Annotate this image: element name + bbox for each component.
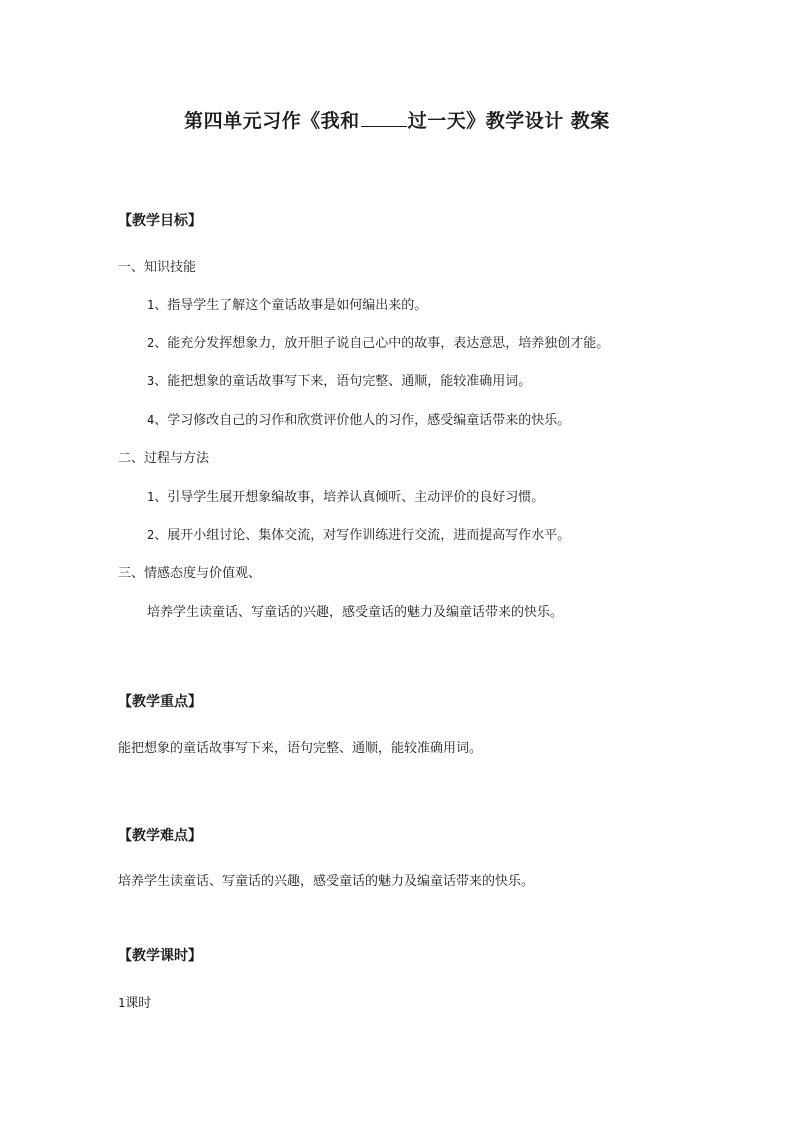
periods-text — [118, 995, 794, 1012]
key-points-heading: 【教学重点】 — [118, 694, 202, 710]
periods-unit: 课时 — [125, 996, 152, 1011]
item-text: 、学习修改自己的习作和欣赏评价他人的习作，感受编童话带来的快乐。 — [154, 413, 571, 428]
objective-item — [147, 412, 794, 429]
item-number: 1 — [147, 298, 155, 312]
emotion-values-text: 培养学生读童话、写童话的兴趣，感受童话的魅力及编童话带来的快乐。 — [147, 605, 564, 620]
difficulties-text: 培养学生读童话、写童话的兴趣，感受童话的魅力及编童话带来的快乐。 — [118, 874, 535, 889]
item-number: 2 — [147, 336, 155, 350]
periods-number: 1 — [118, 996, 126, 1010]
knowledge-skills-label: 一、知识技能 — [118, 260, 197, 275]
key-points-text: 能把想象的童话故事写下来，语句完整、通顺，能较准确用词。 — [118, 741, 483, 756]
objective-item — [147, 297, 794, 314]
difficulties-heading: 【教学难点】 — [118, 828, 202, 844]
document-title — [0, 106, 794, 133]
objectives-heading: 【教学目标】 — [118, 213, 202, 229]
objective-item — [147, 373, 794, 390]
item-number: 3 — [147, 374, 155, 388]
title-part-2: 过一天》教学设计 教案 — [407, 110, 610, 132]
objective-item — [147, 335, 794, 352]
process-methods-label: 二、过程与方法 — [118, 451, 210, 466]
item-text: 、指导学生了解这个童话故事是如何编出来的。 — [154, 298, 428, 313]
item-text: 、引导学生展开想象编故事，培养认真倾听、主动评价的良好习惯。 — [154, 490, 545, 505]
item-number: 1 — [147, 490, 155, 504]
item-number: 2 — [147, 528, 155, 542]
emotion-values-label: 三、情感态度与价值观、 — [118, 566, 262, 581]
item-text: 、能把想象的童话故事写下来，语句完整、通顺，能较准确用词。 — [154, 374, 532, 389]
periods-heading: 【教学课时】 — [118, 948, 202, 964]
item-text: 、能充分发挥想象力，放开胆子说自己心中的故事，表达意思，培养独创才能。 — [154, 336, 610, 351]
item-text: 、展开小组讨论、集体交流，对写作训练进行交流，进而提高写作水平。 — [154, 528, 571, 543]
title-part-1: 第四单元习作《我和 — [184, 110, 360, 132]
objective-item — [147, 527, 794, 544]
item-number: 4 — [147, 413, 155, 427]
objective-item — [147, 489, 794, 506]
title-blank-line — [361, 108, 407, 127]
